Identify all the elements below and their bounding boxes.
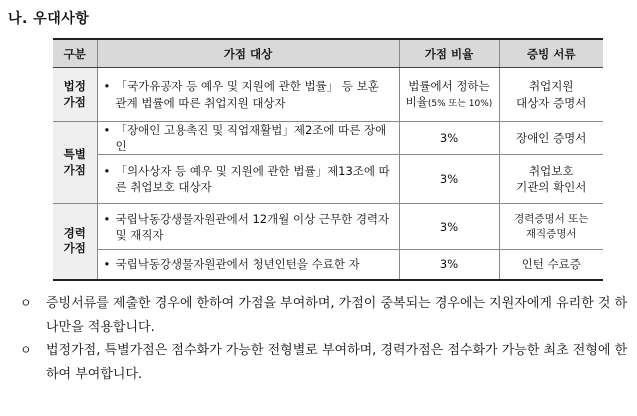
header-category: 구분 [53, 39, 97, 68]
table-row [53, 250, 603, 280]
notes [20, 292, 630, 386]
category-legal: 법정 가점 [53, 68, 97, 122]
rate-cell: 법률에서 정하는 비율(5% 또는 10%) [399, 68, 499, 122]
preference-table [53, 38, 603, 281]
bullet: • [103, 257, 111, 272]
note-item [20, 339, 630, 386]
document-cell: 취업보호 기관의 확인서 [499, 155, 603, 204]
bullet: • [103, 211, 111, 226]
category-career: 경력 가점 [53, 204, 97, 280]
note-marker: ㅇ [20, 296, 32, 310]
category-special: 특별 가점 [53, 122, 97, 204]
rate-cell: 3% [399, 122, 499, 155]
table-row [53, 68, 603, 122]
note-text: 법정가점, 특별가점은 점수화가 가능한 전형별로 부여하며, 경력가점은 점수화가 가능한 최초 전형에 한하여 부여합니다. [46, 343, 628, 382]
document-cell: 장애인 증명서 [499, 122, 603, 155]
table-header-row [53, 39, 603, 68]
header-document: 증빙 서류 [499, 39, 603, 68]
document-cell: 인턴 수료증 [499, 250, 603, 280]
bullet: • [103, 79, 111, 94]
target-cell: • 「장애인 고용촉진 및 직업재활법」제2조에 따른 장애인 [97, 122, 399, 155]
table-row [53, 204, 603, 250]
target-cell: • 국립낙동강생물자원관에서 청년인턴을 수료한 자 [97, 250, 399, 280]
rate-cell: 3% [399, 204, 499, 250]
note-marker: ㅇ [20, 343, 32, 357]
section-title: 나. 우대사항 [8, 11, 90, 27]
target-cell: • 「의사상자 등 예우 및 지원에 관한 법률」제13조에 따른 취업보호 대상자 [97, 155, 399, 204]
table-row [53, 122, 603, 155]
rate-cell: 3% [399, 250, 499, 280]
rate-cell: 3% [399, 155, 499, 204]
document-cell: 경력증명서 또는 재직증명서 [499, 204, 603, 250]
note-text: 증빙서류를 제출한 경우에 한하여 가점을 부여하며, 가점이 중복되는 경우에는 지원자에게 유리한 것 하나만을 적용합니다. [46, 296, 628, 335]
table-row [53, 155, 603, 204]
header-target: 가점 대상 [97, 39, 399, 68]
target-cell: • 국립낙동강생물자원관에서 12개월 이상 근무한 경력자 및 재직자 [97, 204, 399, 250]
bullet: • [103, 164, 111, 179]
header-rate: 가점 비율 [399, 39, 499, 68]
target-cell: • 「국가유공자 등 예우 및 지원에 관한 법률」 등 보훈 관계 법률에 따른 취업지원 대상자 [97, 68, 399, 122]
bullet: • [103, 123, 111, 137]
document-cell: 취업지원 대상자 증명서 [499, 68, 603, 122]
note-item [20, 292, 630, 339]
